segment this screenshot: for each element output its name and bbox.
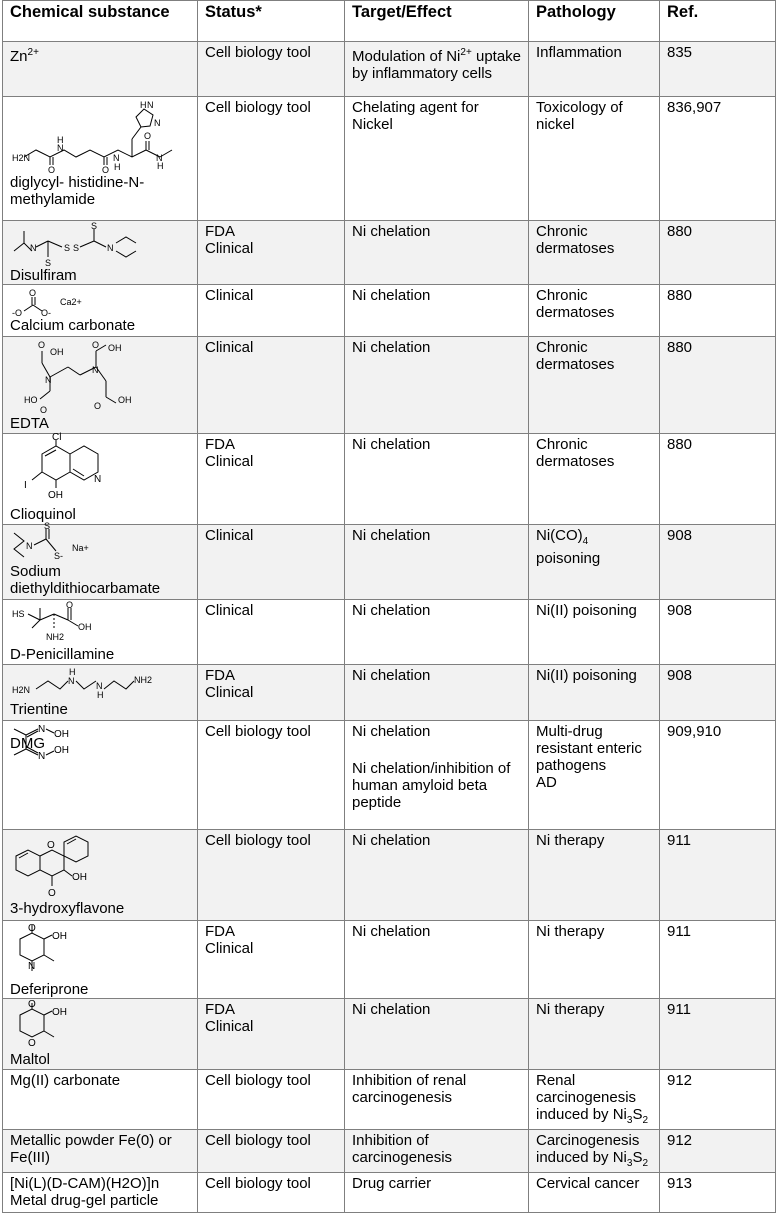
status-cell [198, 999, 345, 1070]
status-cell: Clinical [198, 525, 345, 600]
ref-cell: 880 [660, 434, 776, 525]
substance-cell [3, 337, 198, 434]
substance-charge: 2+ [27, 47, 39, 58]
deferiprone-structure [10, 923, 191, 981]
table-row [3, 1173, 776, 1213]
table-row [3, 921, 776, 999]
pathology-subscript: 3 [626, 1115, 633, 1126]
target-cell: Ni chelation [345, 434, 529, 525]
substance-cell [3, 42, 198, 97]
disulfiram-structure [10, 223, 191, 267]
svg-text:N: N [28, 961, 36, 972]
calcium-carbonate-structure [10, 287, 191, 317]
status-cell: Cell biology tool [198, 42, 345, 97]
substance-name: diglycyl- histidine-N-methylamide [10, 174, 145, 208]
svg-text:O: O [38, 340, 46, 350]
header-pathology: Pathology [529, 1, 660, 42]
svg-text:S: S [45, 258, 52, 268]
trientine-structure [10, 667, 191, 701]
svg-text:OH: OH [48, 490, 63, 501]
svg-text:N: N [113, 153, 120, 163]
svg-text:N: N [147, 100, 154, 110]
status-line: Clinical [205, 453, 254, 470]
svg-text:N: N [68, 676, 75, 686]
svg-text:N: N [156, 153, 163, 163]
pathology-cell: Chronic dermatoses [529, 221, 660, 285]
ref-cell: 835 [660, 42, 776, 97]
status-cell [198, 434, 345, 525]
header-ref: Ref. [660, 1, 776, 42]
ref-cell: 880 [660, 337, 776, 434]
svg-text:H: H [157, 161, 164, 171]
edta-structure [10, 339, 191, 415]
svg-text:H: H [140, 100, 147, 110]
svg-text:OH: OH [52, 931, 67, 942]
svg-text:O: O [66, 600, 74, 610]
pathology-subscript: 2 [642, 1115, 649, 1126]
target-cell: Inhibition of carcinogenesis [345, 1130, 529, 1173]
svg-text:OH: OH [108, 343, 122, 353]
pathology-cell: Chronic dermatoses [529, 285, 660, 337]
substance-name: Maltol [10, 1051, 51, 1068]
status-line: FDA [205, 223, 235, 240]
table-row [3, 830, 776, 921]
status-cell: Clinical [198, 337, 345, 434]
substance-name: 3-hydroxyflavone [10, 900, 125, 917]
status-cell: Cell biology tool [198, 1130, 345, 1173]
svg-text:N: N [96, 681, 103, 691]
svg-text:N: N [92, 365, 99, 375]
pathology-subscript: 3 [626, 1158, 633, 1169]
table-row [3, 285, 776, 337]
table-row [3, 665, 776, 721]
substance-cell [3, 721, 198, 830]
svg-text:O: O [48, 888, 56, 899]
clioquinol-structure [10, 432, 191, 506]
status-cell [198, 221, 345, 285]
table-row [3, 337, 776, 434]
svg-text:OH: OH [54, 729, 69, 740]
ref-cell: 913 [660, 1173, 776, 1213]
svg-text:N: N [154, 118, 161, 128]
svg-text:N: N [30, 243, 37, 253]
svg-text:Na+: Na+ [72, 543, 89, 553]
pathology-cell: Inflammation [529, 42, 660, 97]
status-line: Clinical [205, 684, 254, 701]
status-cell: Cell biology tool [198, 830, 345, 921]
ref-cell: 836,907 [660, 97, 776, 221]
svg-text:H: H [57, 135, 64, 145]
svg-text:OH: OH [72, 872, 87, 883]
svg-text:HS: HS [12, 609, 25, 619]
pathology-cell: Chronic dermatoses [529, 434, 660, 525]
table-row [3, 97, 776, 221]
status-cell: Clinical [198, 600, 345, 665]
pathology-cell: Toxicology of nickel [529, 97, 660, 221]
ref-cell: 908 [660, 600, 776, 665]
ref-cell: 912 [660, 1070, 776, 1130]
substance-cell [3, 1173, 198, 1213]
header-row [3, 1, 776, 42]
ref-cell: 911 [660, 999, 776, 1070]
status-cell: Cell biology tool [198, 1070, 345, 1130]
status-line: FDA [205, 1001, 235, 1018]
substance-cell [3, 999, 198, 1070]
pathology-cell: Ni therapy [529, 921, 660, 999]
table-row [3, 1070, 776, 1130]
substance-cell [3, 521, 198, 600]
svg-text:N: N [38, 724, 46, 735]
target-cell: Inhibition of renal carcinogenesis [345, 1070, 529, 1130]
pathology-cell: Ni(II) poisoning [529, 665, 660, 721]
target-text: Modulation of Ni [352, 48, 461, 65]
svg-text:OH: OH [118, 395, 132, 405]
substance-name-cont: Metal drug-gel particle [10, 1192, 159, 1209]
svg-text:O: O [102, 165, 110, 175]
svg-text:I: I [24, 480, 27, 491]
pathology-cell [529, 525, 660, 600]
pathology-line: Multi-drug resistant enteric pathogens [536, 723, 642, 774]
pathology-text: Renal carcinogenesis induced by Ni [536, 1072, 637, 1123]
target-cell: Ni chelation [345, 285, 529, 337]
target-cell: Ni chelation [345, 337, 529, 434]
svg-text:S: S [91, 221, 98, 231]
substance-cell: Mg(II) carbonate [3, 1070, 198, 1130]
svg-text:H2N: H2N [12, 685, 31, 695]
hydroxyflavone-structure [10, 832, 191, 900]
substance-cell [3, 221, 198, 285]
status-cell: Clinical [198, 285, 345, 337]
pathology-text: Ni(CO) [536, 527, 583, 544]
table-row [3, 525, 776, 600]
svg-text:H: H [97, 690, 104, 700]
svg-text:O: O [92, 340, 100, 350]
pathology-cell: Ni therapy [529, 999, 660, 1070]
pathology-cell: Ni therapy [529, 830, 660, 921]
svg-text:OH: OH [54, 745, 69, 756]
status-cell [198, 665, 345, 721]
pathology-cell: Cervical cancer [529, 1173, 660, 1213]
svg-text:O: O [48, 165, 56, 175]
status-cell: Cell biology tool [198, 721, 345, 830]
svg-text:N: N [26, 541, 33, 551]
svg-text:OH: OH [50, 347, 64, 357]
svg-text:H2N: H2N [12, 153, 31, 163]
substance-name: DMG [10, 735, 45, 752]
target-cell [345, 42, 529, 97]
svg-text:O-: O- [41, 308, 51, 318]
substance-name: Zn [10, 48, 28, 65]
status-line: Clinical [205, 1018, 254, 1035]
ref-cell: 909,910 [660, 721, 776, 830]
pathology-subscript: 4 [582, 536, 589, 547]
status-line: Clinical [205, 940, 254, 957]
svg-text:NH2: NH2 [134, 675, 153, 685]
svg-text:N: N [107, 243, 114, 253]
table-row [3, 42, 776, 97]
svg-text:HO: HO [24, 395, 38, 405]
ref-cell: 880 [660, 221, 776, 285]
target-cell: Ni chelation [345, 830, 529, 921]
svg-text:NH2: NH2 [46, 632, 65, 642]
table-row [3, 1130, 776, 1173]
header-status: Status* [198, 1, 345, 42]
pathology-cell: Ni(II) poisoning [529, 600, 660, 665]
substance-cell [3, 830, 198, 921]
header-target: Target/Effect [345, 1, 529, 42]
penicillamine-structure [10, 602, 191, 646]
status-line: FDA [205, 436, 235, 453]
status-line: FDA [205, 667, 235, 684]
svg-text:O: O [28, 1038, 36, 1049]
target-cell: Ni chelation [345, 665, 529, 721]
substance-name: [Ni(L)(D-CAM)(H2O)]n [10, 1175, 160, 1192]
substance-name: EDTA [10, 415, 49, 432]
svg-text:S: S [73, 243, 80, 253]
ref-cell: 912 [660, 1130, 776, 1173]
svg-text:S: S [64, 243, 71, 253]
substance-cell [3, 600, 198, 665]
svg-text:N: N [94, 474, 102, 485]
target-line: Ni chelation [352, 723, 431, 740]
substance-name: Trientine [10, 701, 68, 718]
target-cell: Drug carrier [345, 1173, 529, 1213]
svg-text:O: O [29, 288, 37, 298]
target-cell: Ni chelation [345, 921, 529, 999]
ref-cell: 908 [660, 525, 776, 600]
svg-text:O: O [28, 999, 36, 1010]
svg-text:Cl: Cl [52, 432, 62, 443]
target-charge: 2+ [460, 47, 472, 58]
target-cell: Ni chelation [345, 600, 529, 665]
svg-text:Ca2+: Ca2+ [60, 297, 82, 307]
pathology-subscript: 2 [642, 1158, 649, 1169]
substance-name: Sodium diethyldithiocarbamate [10, 563, 161, 597]
dithiocarbamate-structure [10, 521, 191, 563]
svg-text:H: H [69, 667, 76, 677]
target-line: Ni chelation/inhibition of human amyloid beta peptide [352, 760, 511, 811]
svg-text:-O: -O [12, 308, 22, 318]
substance-name: Deferiprone [10, 981, 89, 998]
target-cell: Chelating agent for Nickel [345, 97, 529, 221]
substance-cell [3, 97, 198, 221]
header-substance: Chemical substance [3, 1, 198, 42]
substance-cell [3, 665, 198, 721]
svg-text:N: N [57, 143, 64, 153]
ref-cell: 911 [660, 830, 776, 921]
svg-text:OH: OH [52, 1007, 67, 1018]
svg-text:OH: OH [78, 622, 92, 632]
svg-text:S-: S- [54, 551, 63, 561]
substance-cell [3, 921, 198, 999]
svg-text:O: O [144, 131, 152, 141]
target-cell: Ni chelation [345, 525, 529, 600]
table-row [3, 221, 776, 285]
svg-text:N: N [45, 375, 52, 385]
pathology-line: AD [536, 774, 557, 791]
substance-name: Disulfiram [10, 267, 77, 284]
substance-cell [3, 434, 198, 525]
status-cell: Cell biology tool [198, 97, 345, 221]
substance-name: D-Penicillamine [10, 646, 115, 663]
status-line: FDA [205, 923, 235, 940]
table-row [3, 721, 776, 830]
status-line: Clinical [205, 240, 254, 257]
ref-cell: 880 [660, 285, 776, 337]
svg-text:O: O [47, 840, 55, 851]
diglycyl-histidine-structure [10, 99, 191, 174]
pathology-text-cont: S [632, 1149, 643, 1166]
maltol-structure [10, 1001, 191, 1053]
pathology-text-cont: poisoning [536, 550, 601, 567]
svg-text:O: O [40, 405, 48, 415]
target-cell: Ni chelation [345, 221, 529, 285]
svg-text:H: H [114, 162, 121, 172]
target-cell [345, 721, 529, 830]
svg-text:N: N [38, 751, 46, 762]
svg-text:O: O [28, 923, 36, 934]
ref-cell: 908 [660, 665, 776, 721]
pathology-text-cont: S [632, 1106, 643, 1123]
pathology-text: Carcinogenesis induced by Ni [536, 1132, 640, 1166]
table-row [3, 600, 776, 665]
svg-text:O: O [94, 401, 102, 411]
status-cell [198, 921, 345, 999]
substance-cell: Metallic powder Fe(0) or Fe(III) [3, 1130, 198, 1173]
pathology-cell [529, 1130, 660, 1173]
target-cell: Ni chelation [345, 999, 529, 1070]
pathology-cell [529, 1070, 660, 1130]
target-text-cont: uptake by inflammatory cells [352, 48, 522, 82]
status-cell: Cell biology tool [198, 1173, 345, 1213]
pathology-cell: Chronic dermatoses [529, 337, 660, 434]
pathology-cell [529, 721, 660, 830]
svg-text:S: S [44, 521, 51, 531]
ref-cell: 911 [660, 921, 776, 999]
table-row [3, 434, 776, 525]
substance-cell [3, 285, 198, 337]
substance-name: Clioquinol [10, 506, 76, 523]
chelators-table [2, 0, 776, 1213]
table-row [3, 999, 776, 1070]
substance-name: Calcium carbonate [10, 317, 136, 334]
